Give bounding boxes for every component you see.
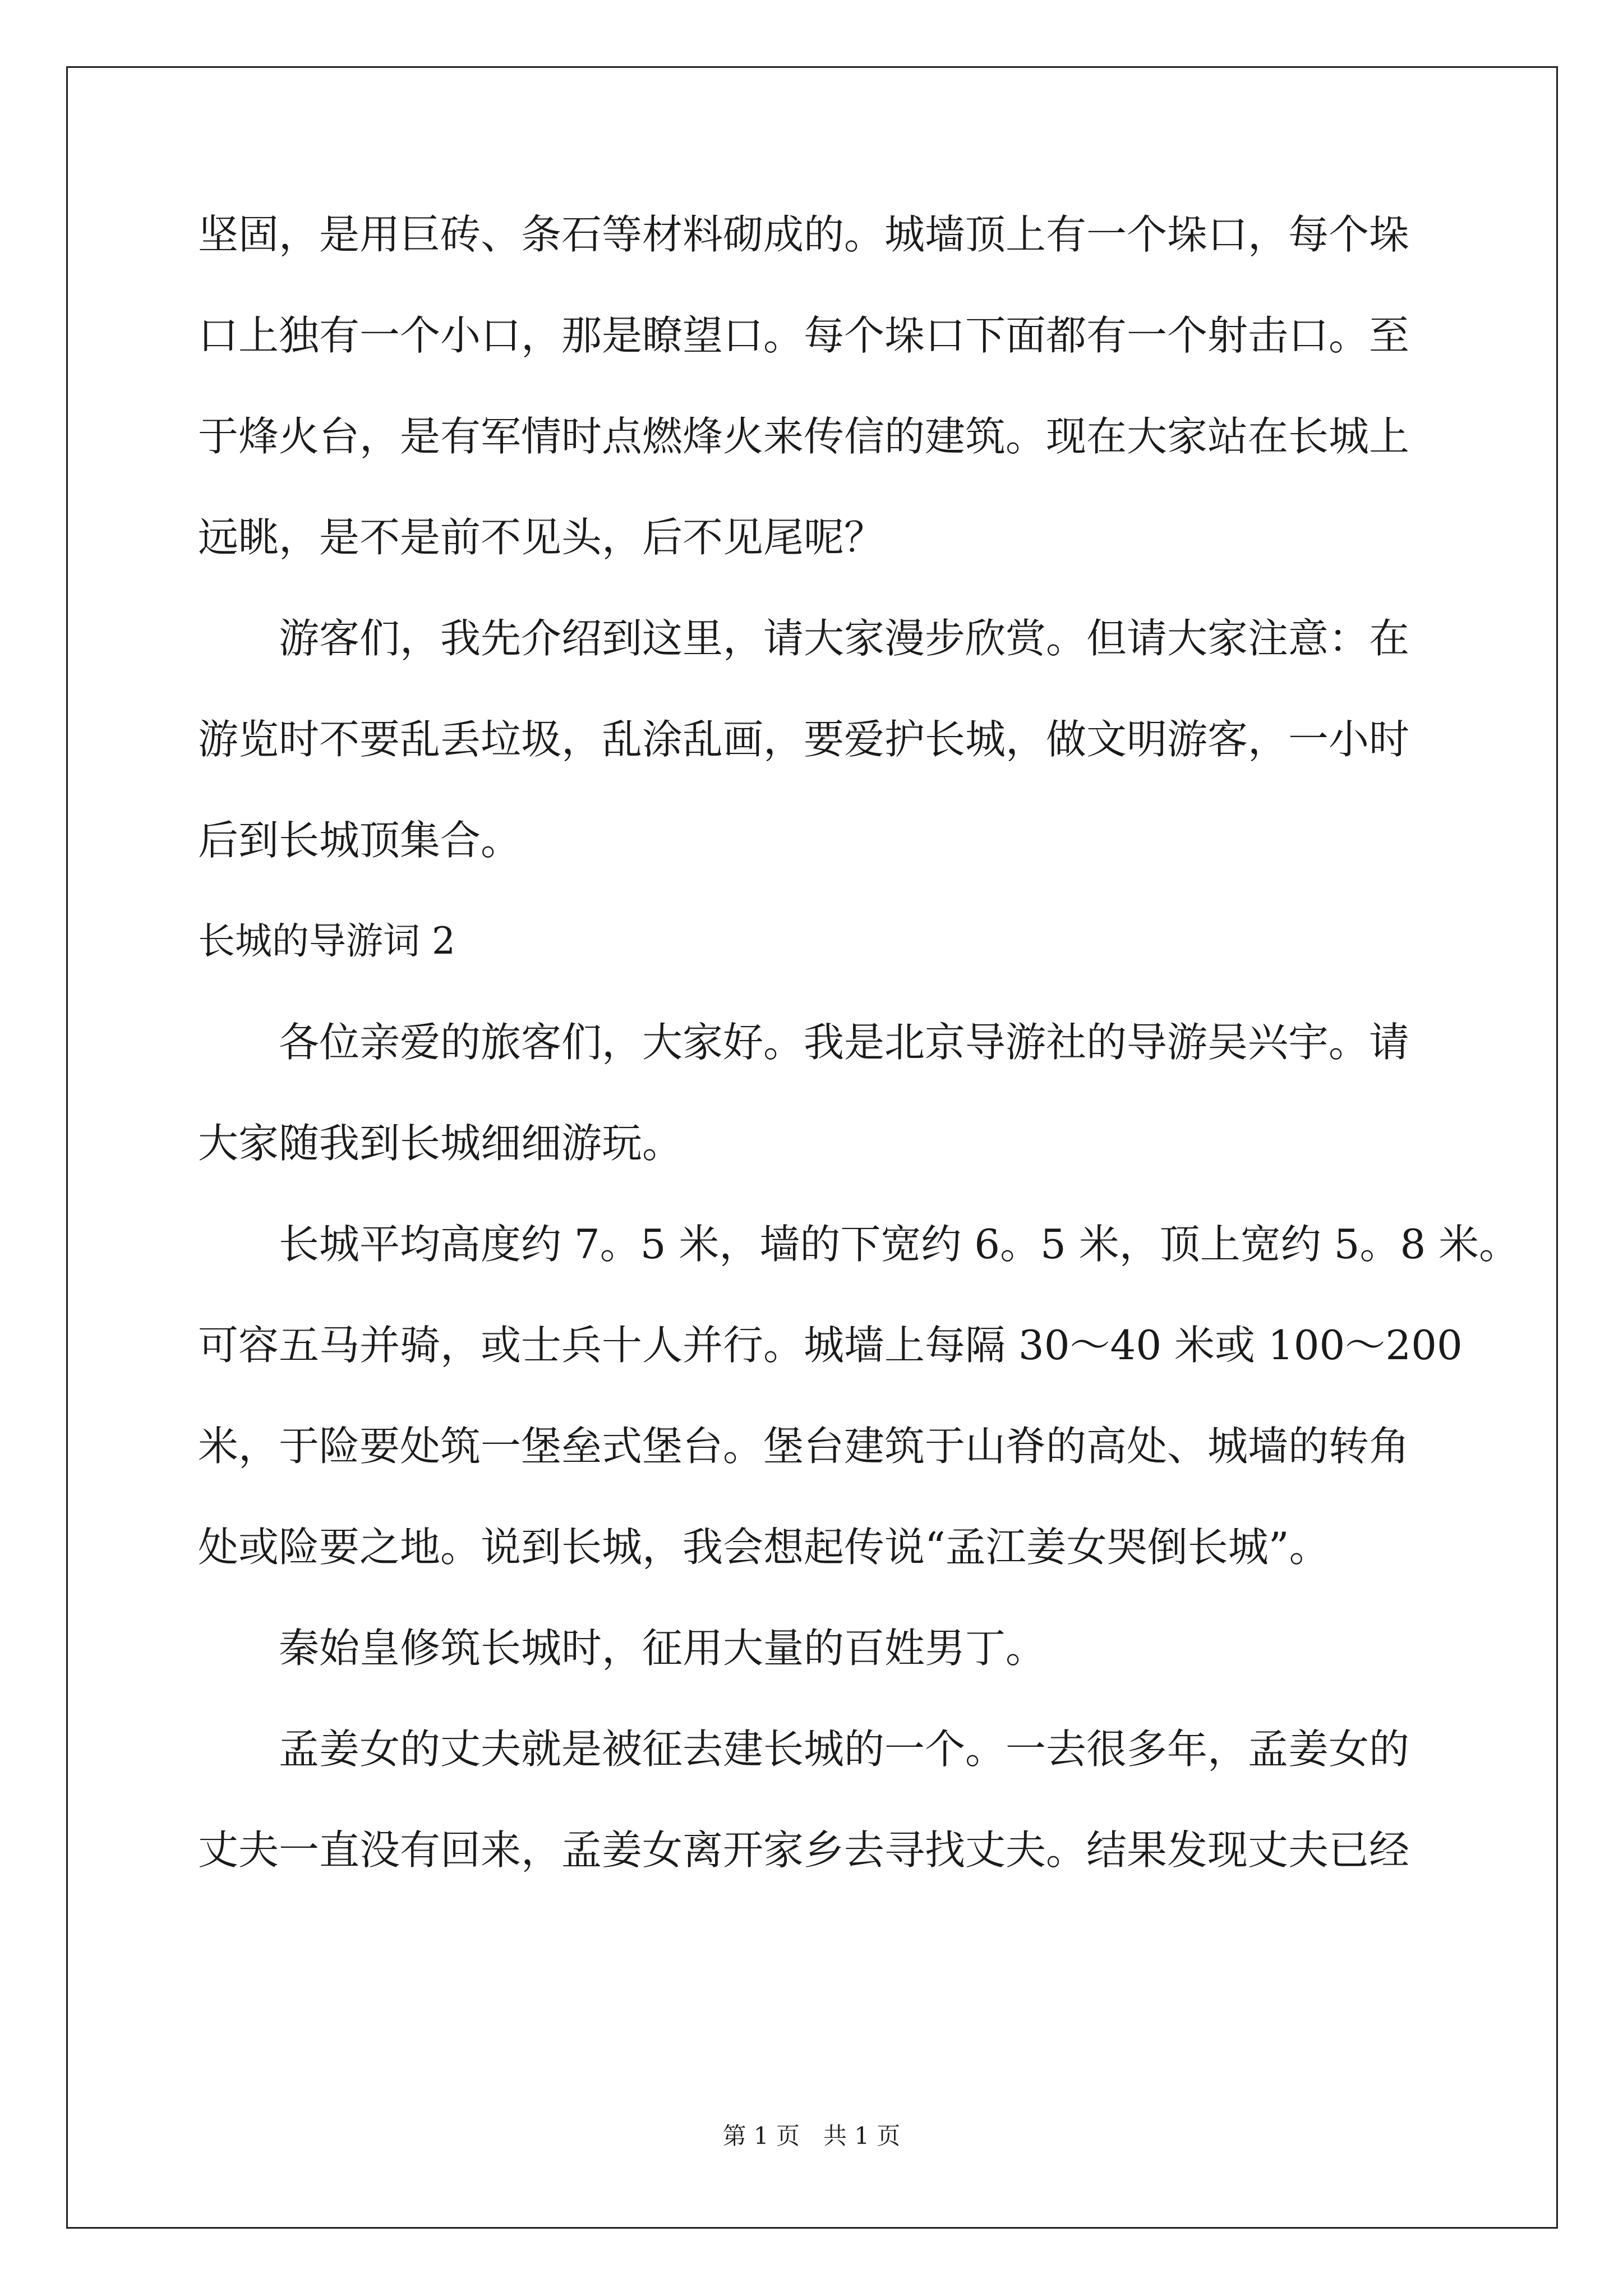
text-line: 远眺，是不是前不见头，后不见尾呢？ <box>198 514 885 561</box>
text-line: 游览时不要乱丢垃圾，乱涂乱画，要爱护长城，做文明游客，一小时 <box>198 716 1410 763</box>
paragraph-first-line: 秦始皇修筑长城时，征用大量的百姓男丁。 <box>279 1625 1046 1672</box>
page-number-footer: 第 1 页 共 1 页 <box>722 2122 901 2150</box>
paragraph-first-line: 长城平均高度约 7。5 米，墙的下宽约 6。5 米，顶上宽约 5。8 米。 <box>279 1221 1520 1268</box>
text-line: 于烽火台，是有军情时点燃烽火来传信的建筑。现在大家站在长城上 <box>198 413 1410 460</box>
text-line: 后到长城顶集合。 <box>198 817 522 864</box>
text-line: 大家随我到长城细细游玩。 <box>198 1120 683 1167</box>
text-line: 丈夫一直没有回来，孟姜女离开家乡去寻找丈夫。结果发现丈夫已经 <box>198 1826 1410 1874</box>
text-line: 可容五马并骑，或士兵十人并行。城墙上每隔 30～40 米或 100～200 <box>198 1322 1463 1369</box>
text-line: 坚固，是用巨砖、条石等材料砌成的。城墙顶上有一个垛口，每个垛 <box>198 211 1410 258</box>
text-line: 处或险要之地。说到长城，我会想起传说“孟江姜女哭倒长城”。 <box>198 1524 1330 1571</box>
section-heading: 长城的导游词 2 <box>198 919 455 963</box>
paragraph-first-line: 孟姜女的丈夫就是被征去建长城的一个。一去很多年，孟姜女的 <box>279 1726 1410 1773</box>
paragraph-first-line: 各位亲爱的旅客们，大家好。我是北京导游社的导游吴兴宇。请 <box>279 1019 1410 1066</box>
paragraph-first-line: 游客们，我先介绍到这里，请大家漫步欣赏。但请大家注意：在 <box>279 615 1410 662</box>
text-line: 口上独有一个小口，那是瞭望口。每个垛口下面都有一个射击口。至 <box>198 312 1410 359</box>
text-line: 米，于险要处筑一堡垒式堡台。堡台建筑于山脊的高处、城墙的转角 <box>198 1423 1410 1470</box>
